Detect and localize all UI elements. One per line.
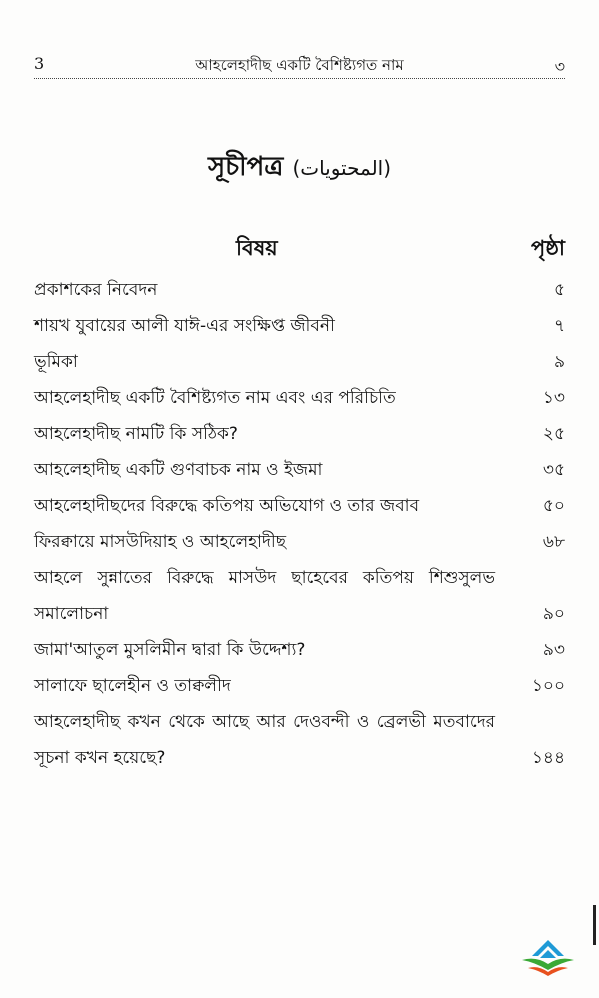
toc-entry-title: আহলেহাদীছ একটি গুণবাচক নাম ও ইজমা — [34, 460, 323, 480]
running-header — [34, 50, 565, 79]
toc-entry — [34, 668, 565, 704]
toc-entry — [34, 308, 565, 344]
header-left-number: 3 — [34, 54, 45, 73]
toc-entry-page: ১৪৪ — [531, 748, 565, 768]
column-header-page: পৃষ্ঠা — [530, 236, 565, 260]
toc-entry-title: আহলে সুন্নাতের বিরুদ্ধে মাসউদ ছাহেবের কতিপয় শিশুসুলভ সমালোচনা — [34, 568, 495, 624]
toc-entry-title: আহলেহাদীছ নামটি কি সঠিক? — [34, 424, 238, 444]
toc-title-arabic: (المحتويات) — [292, 156, 392, 180]
toc-entry — [34, 704, 565, 776]
toc-entry-title: সালাফে ছালেহীন ও তাক্বলীদ — [34, 676, 231, 696]
toc-entry-page: ১৩ — [542, 388, 565, 408]
toc-title-bengali: সূচীপত্র — [207, 152, 284, 182]
toc-entry-title: ফিরক্বায়ে মাসউদিয়াহ ও আহলেহাদীছ — [34, 532, 287, 552]
publisher-logo-icon — [518, 938, 578, 978]
toc-entry-page: ৫০ — [542, 496, 565, 516]
toc-entry — [34, 416, 565, 452]
toc-entry-title: ভূমিকা — [34, 352, 78, 372]
toc-entry-page: ১০০ — [531, 676, 565, 696]
toc-entry — [34, 560, 565, 632]
toc-entry-title: আহলেহাদীছ কখন থেকে আছে আর দেওবন্দী ও ব্রেলভী মতবাদের সূচনা কখন হয়েছে? — [34, 712, 495, 768]
toc-entry-page: ৫ — [553, 280, 565, 300]
toc-entry-title: প্রকাশকের নিবেদন — [34, 280, 158, 300]
header-right-number: ৩ — [554, 57, 565, 76]
toc-list — [34, 272, 565, 776]
toc-entry — [34, 488, 565, 524]
toc-entry-page: ৯০ — [542, 604, 565, 624]
toc-entry-page: ৯ — [553, 352, 565, 372]
toc-entry — [34, 524, 565, 560]
toc-entry — [34, 344, 565, 380]
toc-entry-page: ২৫ — [542, 424, 565, 444]
toc-entry-page: ৬৮ — [542, 532, 565, 552]
toc-entry-page: ৯৩ — [542, 640, 565, 660]
toc-entry — [34, 452, 565, 488]
column-header-subject: বিষয় — [236, 236, 278, 260]
page-edge-mark — [593, 905, 596, 945]
toc-entry-page: ৭ — [553, 316, 565, 336]
toc-entry-title: আহলেহাদীছ একটি বৈশিষ্ট্যগত নাম এবং এর পরিচিতি — [34, 388, 396, 408]
toc-entry — [34, 380, 565, 416]
toc-title — [0, 146, 599, 190]
toc-entry-page: ৩৫ — [542, 460, 565, 480]
toc-entry-title: জামা'আতুল মুসলিমীন দ্বারা কি উদ্দেশ্য? — [34, 640, 306, 660]
header-title: আহলেহাদীছ একটি বৈশিষ্ট্যগত নাম — [195, 56, 404, 74]
toc-entry-title: শায়খ যুবায়ের আলী যাঈ-এর সংক্ষিপ্ত জীবনী — [34, 316, 335, 336]
toc-entry — [34, 632, 565, 668]
toc-entry — [34, 272, 565, 308]
toc-entry-title: আহলেহাদীছদের বিরুদ্ধে কতিপয় অভিযোগ ও তার জবাব — [34, 496, 420, 516]
